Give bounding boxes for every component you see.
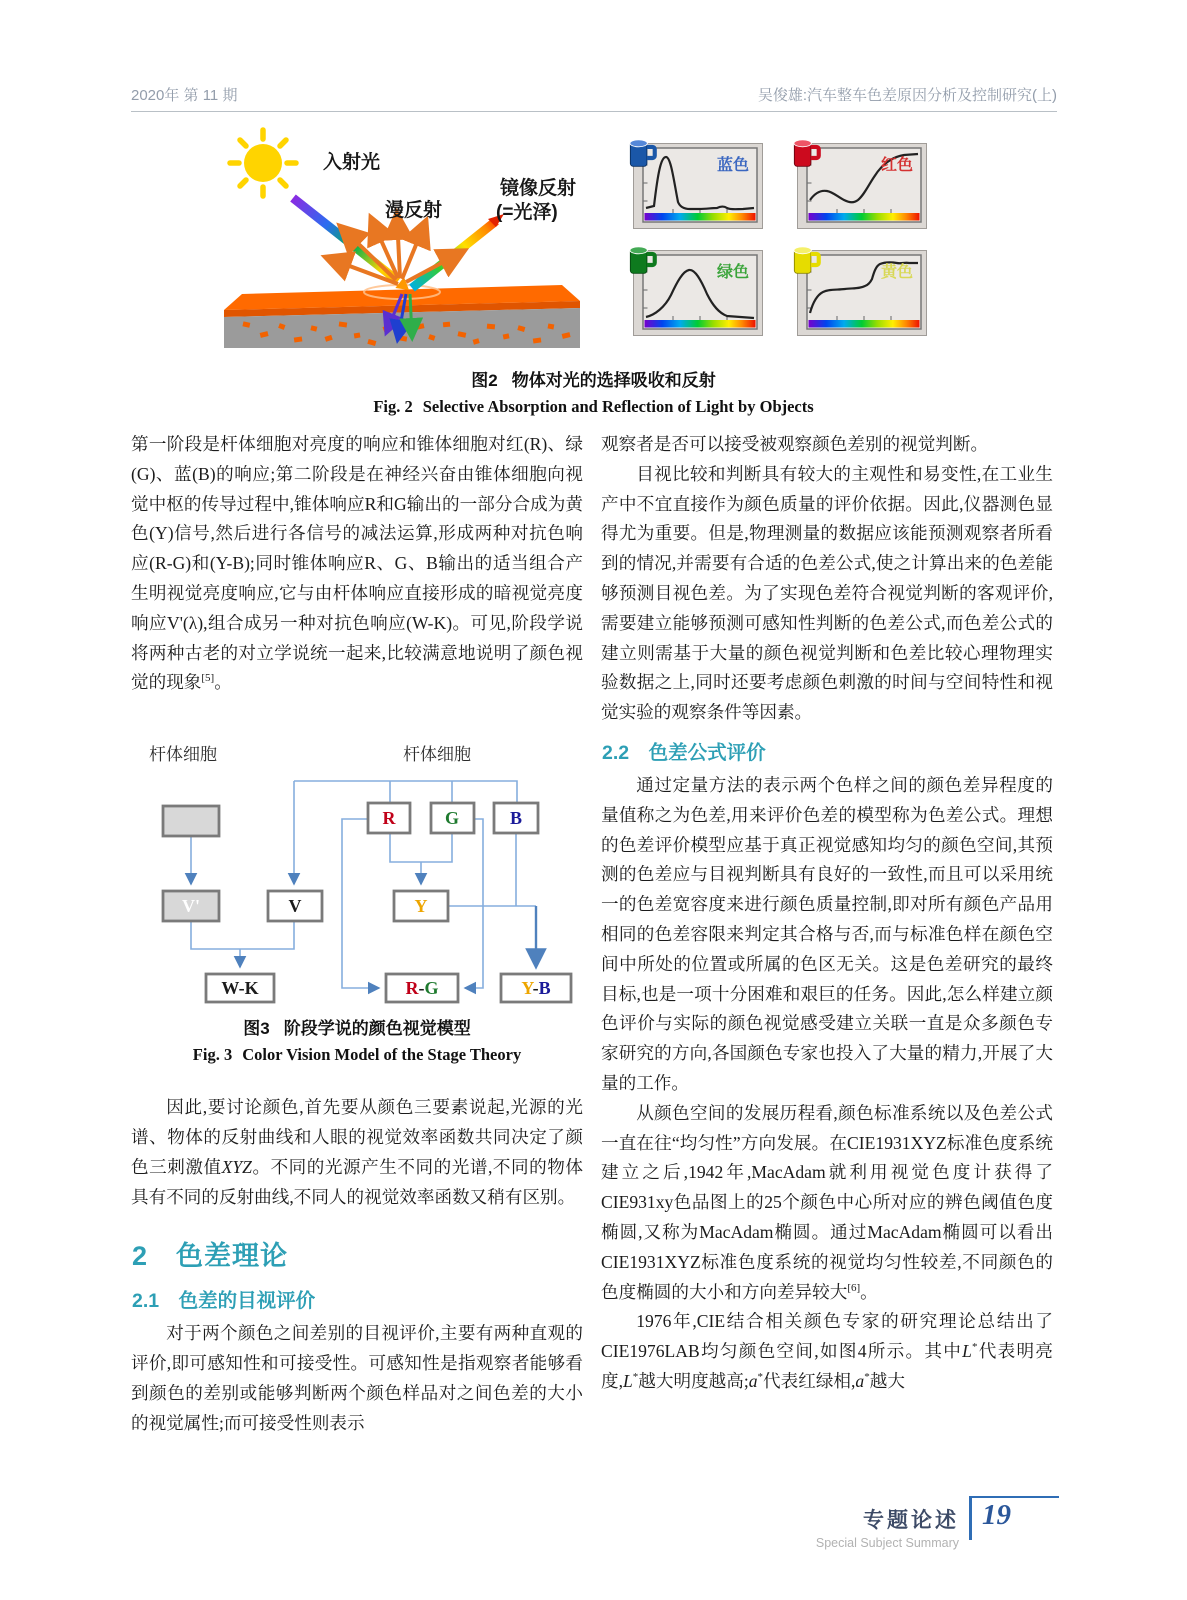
- paragraph: 因此,要讨论颜色,首先要从颜色三要素说起,光源的光谱、物体的反射曲线和人眼的视觉效率函数共同决定了颜色三刺激值XYZ。不同的光源产生不同的光谱,不同的物体具有不同的反射曲线,不同人的视觉效率函数又稍有区别。: [131, 1097, 583, 1207]
- paragraph: 观察者是否可以接受被观察颜色差别的视觉判断。: [601, 434, 989, 454]
- node-b: B: [509, 808, 523, 829]
- fig2-caption-number: 图2: [471, 371, 498, 390]
- header-issue: 2020年 第 11 期: [131, 87, 238, 104]
- footer-title-en: Special Subject Summary: [815, 1536, 959, 1550]
- specular-label-line1: 镜像反射: [500, 178, 577, 199]
- incident-light-label: 入射光: [323, 152, 381, 173]
- node-yb: Y-B: [521, 978, 551, 999]
- variable-xyz: XYZ: [221, 1156, 252, 1177]
- spectrum-label-green: 绿色: [716, 264, 749, 281]
- fig3-caption-number-en: Fig. 3: [192, 1045, 233, 1065]
- spectra-grid: [633, 143, 933, 343]
- header-running-title: 吴俊雄:汽车整车色差原因分析及控制研究(上): [757, 87, 1057, 104]
- diffuse-arrows: [328, 216, 462, 284]
- paragraph: 第一阶段是杆体细胞对亮度的响应和锥体细胞对红(R)、绿(G)、蓝(B)的响应;第二阶段是在神经兴奋由锥体细胞向视觉中枢的传导过程中,锥体响应R和G输出的一部分合成为黄色(Y)信号,然后进行各信号的减法运算,形成两种对抗色响应(R-G)和(Y-B);同时锥体响应R、G、B输出的适当组合产生明视觉亮度响应,它与由杆体响应直接形成的暗视觉亮度响应V'(λ),组合成另一种对抗色响应(W-K)。可见,阶段学说将两种古老的对立学说统一起来,比较满意地说明了颜色视觉的现象[5]。: [131, 434, 583, 693]
- specular-label-line2: (=光泽): [496, 202, 558, 223]
- page-header: [131, 84, 1057, 105]
- fig3-label-right: 杆体细胞: [403, 745, 471, 765]
- spectrum-box-blue: [633, 143, 763, 229]
- fig3-node-labels: [182, 808, 551, 998]
- fig3-caption-number: 图3: [243, 1019, 270, 1039]
- footer-section-title: [816, 1504, 959, 1550]
- reference-6: [6]: [847, 1281, 861, 1294]
- spectrum-box-yellow: [797, 250, 927, 336]
- section-heading-2: 2 色差理论: [132, 1241, 289, 1272]
- paragraph: 从颜色空间的发展历程看,颜色标准系统以及色差公式一直在往“均匀性”方向发展。在CIE1931XYZ标准色度系统建立之后,1942年,MacAdam就利用视觉色度计获得了CIE931xy色品图上的25个颜色中心所对应的辨色阈值色度椭圆,又称为MacAdam椭圆。通过MacAdam椭圆可以看出CIE1931XYZ标准色度系统的视觉均匀性较差,不同颜色的色度椭圆的大小和方向差异较大[6]。: [601, 1102, 1053, 1302]
- fig3-caption-zh: 图3 阶段学说的颜色视觉模型: [243, 1019, 471, 1039]
- spectrum-label-red: 红色: [880, 157, 913, 174]
- section-heading-2-1: 2.1 色差的目视评价: [132, 1290, 316, 1313]
- fig2-caption-number-en: Fig. 2: [373, 397, 413, 416]
- paragraph: 1976年,CIE结合相关颜色专家的研究理论总结出了CIE1976LAB均匀颜色空间,如图4所示。其中L*代表明亮度,L*越大明度越高;a*代表红绿相,a*越大: [601, 1311, 1053, 1391]
- right-column: [601, 430, 1053, 1397]
- variable-L: L: [962, 1341, 972, 1362]
- spectrum-box-green: [633, 250, 763, 336]
- figure-2-graphics: [130, 128, 1057, 358]
- fig2-caption-en: Fig. 2 Selective Absorption and Reflection of Light by Objects: [373, 397, 814, 416]
- variable-a: a: [748, 1370, 758, 1391]
- color-vision-model-diagram: [131, 734, 583, 1006]
- page-footer: [816, 1496, 1059, 1550]
- node-y: Y: [414, 896, 428, 917]
- node-rg: R-G: [405, 978, 439, 999]
- fig3-caption-en: Fig. 3 Color Vision Model of the Stage Theory: [192, 1045, 522, 1065]
- spectrum-label-blue: 蓝色: [716, 157, 749, 174]
- footer-title-zh: 专题论述: [863, 1509, 959, 1532]
- light-reflection-diagram: [130, 128, 600, 358]
- sun-icon: [230, 130, 296, 196]
- variable-a: a: [855, 1370, 865, 1391]
- fig3-nodes: [163, 803, 571, 1002]
- section-heading-2-2: 2.2 色差公式评价: [602, 741, 766, 764]
- page-number: 19: [969, 1496, 1059, 1540]
- node-v: V: [288, 896, 302, 917]
- node-r: R: [382, 808, 396, 829]
- spectrum-label-yellow: 黄色: [880, 264, 913, 281]
- spectrum-box-red: [797, 143, 927, 229]
- diffuse-label: 漫反射: [385, 200, 443, 221]
- node-v-prime: V': [182, 896, 200, 917]
- paragraph: 对于两个颜色之间差别的目视评价,主要有两种直观的评价,即可感知性和可接受性。可感知性是指观察者能够看到颜色的差别或能够判断两个颜色样品对之间色差的大小的视觉属性;而可接受性则表示: [131, 1323, 583, 1433]
- node-g: G: [444, 808, 460, 829]
- paragraph: 通过定量方法的表示两个色样之间的颜色差异程度的量值称之为色差,用来评价色差的模型称为色差公式。理想的色差评价模型应基于真正视觉感知均匀的颜色空间,其预测的色差应与目视判断具有良好的一致性,而且可以采用统一的色差宽容度来进行颜色质量控制,即对所有颜色产品用相同的色差容限来判定其合格与否,而与标准色样在颜色空间中所处的位置或所属的色区无关。这是色差研究的最终目标,也是一项十分困难和艰巨的任务。因此,怎么样建立颜色评价与实际的颜色视觉感受建立关联一直是众多颜色专家研究的方向,各国颜色专家也投入了大量的精力,开展了大量的工作。: [601, 774, 1053, 1093]
- header-rule: [131, 111, 1057, 112]
- figure-2: [130, 128, 1057, 417]
- variable-L: L: [623, 1370, 633, 1391]
- reference-5: [5]: [201, 672, 215, 685]
- fig2-caption-zh: 图2 物体对光的选择吸收和反射: [471, 371, 716, 390]
- fig3-connectors: [191, 781, 536, 988]
- paragraph: 目视比较和判断具有较大的主观性和易变性,在工业生产中不宜直接作为颜色质量的评价依据。因此,仪器测色显得尤为重要。但是,物理测量的数据应该能预测观察者所看到的情况,并需要有合适的色差公式,使之计算出来的色差能够预测目视色差。为了实现色差符合视觉判断的客观评价,需要建立能够预测可感知性判断的色差公式,而色差公式的建立则需基于大量的颜色视觉判断和色差比较心理物理实验数据之上,同时还要考虑颜色刺激的时间与空间特性和视觉实验的观察条件等因素。: [601, 463, 1053, 723]
- left-column: [131, 430, 583, 1439]
- fig3-label-left: 杆体细胞: [149, 745, 217, 765]
- node-wk: W-K: [221, 978, 259, 999]
